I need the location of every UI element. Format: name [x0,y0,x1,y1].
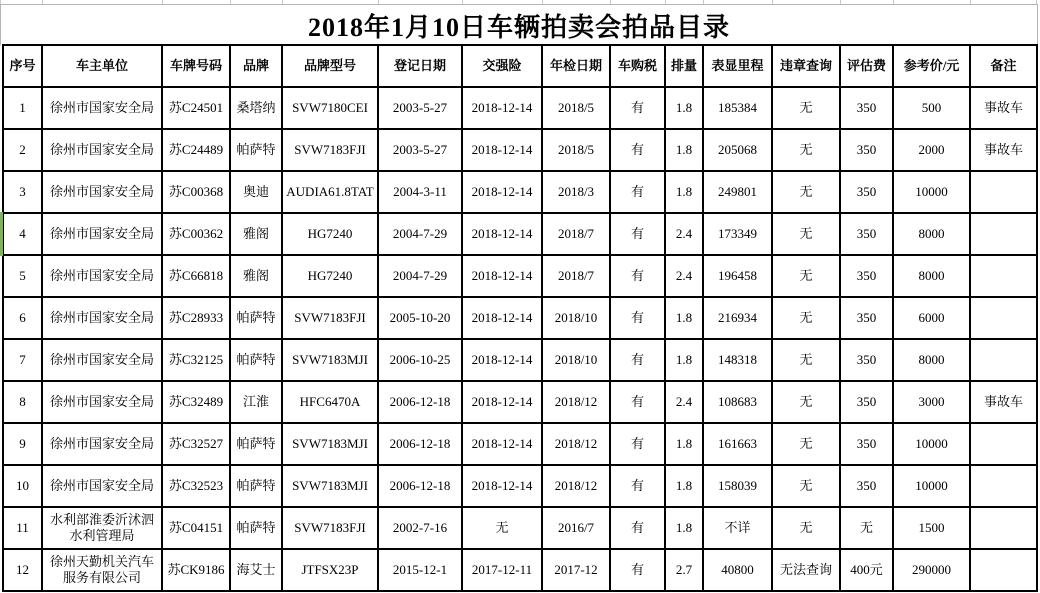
table-cell: 196458 [703,255,772,297]
table-cell: 2004-7-29 [378,213,462,255]
table-cell: 2.4 [665,213,703,255]
table-cell [970,507,1037,549]
table-row [3,465,1037,507]
table-cell: 2018-12-14 [462,171,542,213]
column-header: 备注 [970,45,1037,87]
table-cell: 苏C32489 [162,381,230,423]
table-cell: 2004-3-11 [378,171,462,213]
table-cell: 有 [610,549,665,591]
table-cell: 徐州市国家安全局 [42,171,162,213]
table-cell: 1.8 [665,87,703,129]
table-cell: 2.4 [665,381,703,423]
table-cell: 1.8 [665,297,703,339]
table-cell: 2.7 [665,549,703,591]
table-cell: 10000 [893,465,970,507]
table-cell: 2018/7 [542,213,610,255]
table-cell: 205068 [703,129,772,171]
table-cell: 2018/10 [542,297,610,339]
table-cell: 有 [610,213,665,255]
table-cell: 徐州市国家安全局 [42,129,162,171]
table-cell: 2018-12-14 [462,297,542,339]
table-cell: 10000 [893,423,970,465]
column-header: 交强险 [462,45,542,87]
table-cell: 苏C04151 [162,507,230,549]
table-cell: 帕萨特 [230,339,282,381]
table-cell: 2018/12 [542,423,610,465]
table-cell: 徐州市国家安全局 [42,465,162,507]
table-cell: 1.8 [665,129,703,171]
table-row [3,297,1037,339]
table-cell: 2017-12-11 [462,549,542,591]
table-cell [970,465,1037,507]
table-cell: 2003-5-27 [378,87,462,129]
table-row [3,87,1037,129]
table-cell: 无 [462,507,542,549]
column-header: 序号 [3,45,42,87]
table-cell: 帕萨特 [230,297,282,339]
table-cell: 帕萨特 [230,465,282,507]
table-cell: JTFSX23P [282,549,378,591]
table-cell: 2005-10-20 [378,297,462,339]
header-row [3,45,1037,87]
table-cell [970,297,1037,339]
table-cell: 350 [840,381,893,423]
table-cell: HG7240 [282,213,378,255]
table-cell: 无 [772,87,840,129]
table-cell: 350 [840,171,893,213]
table-cell: 2006-12-18 [378,465,462,507]
table-cell: 185384 [703,87,772,129]
table-cell: 桑塔纳 [230,87,282,129]
table-cell: 4 [3,213,42,255]
table-cell: 苏C32125 [162,339,230,381]
table-cell: 350 [840,213,893,255]
table-row [3,129,1037,171]
table-cell: 2006-12-18 [378,423,462,465]
table-cell: 2006-10-25 [378,339,462,381]
table-cell: 雅阁 [230,255,282,297]
table-cell: 徐州市国家安全局 [42,297,162,339]
table-cell: 2018/12 [542,381,610,423]
table-cell: 1.8 [665,423,703,465]
table-cell: AUDIA61.8TAT [282,171,378,213]
column-header: 登记日期 [378,45,462,87]
table-cell: 8000 [893,213,970,255]
table-cell: 苏C00368 [162,171,230,213]
table-cell: 10 [3,465,42,507]
table-cell: 350 [840,255,893,297]
table-cell: 350 [840,465,893,507]
table-cell: 徐州市国家安全局 [42,339,162,381]
auction-table [2,44,1038,592]
table-cell: SVW7183MJI [282,339,378,381]
column-header: 违章查询 [772,45,840,87]
table-cell: 2018/10 [542,339,610,381]
table-cell: 徐州市国家安全局 [42,381,162,423]
table-row [3,339,1037,381]
table-cell: 8 [3,381,42,423]
table-cell: 2003-5-27 [378,129,462,171]
table-cell: 5 [3,255,42,297]
table-cell [970,549,1037,591]
table-cell: 11 [3,507,42,549]
table-cell: 2018-12-14 [462,339,542,381]
table-cell: 奥迪 [230,171,282,213]
table-cell: 2.4 [665,255,703,297]
table-cell: 2 [3,129,42,171]
column-header: 车购税 [610,45,665,87]
table-cell: 158039 [703,465,772,507]
column-header: 排量 [665,45,703,87]
table-cell: 无 [772,129,840,171]
table-cell: 江淮 [230,381,282,423]
table-cell: 无法查询 [772,549,840,591]
table-cell: 290000 [893,549,970,591]
table-cell: 帕萨特 [230,507,282,549]
table-cell: 苏C32527 [162,423,230,465]
table-cell: 事故车 [970,87,1037,129]
table-cell: 173349 [703,213,772,255]
table-cell: 2018/5 [542,129,610,171]
table-cell: SVW7180CEI [282,87,378,129]
table-cell: 无 [772,381,840,423]
table-cell: 1.8 [665,465,703,507]
table-cell: 6000 [893,297,970,339]
column-header: 品牌型号 [282,45,378,87]
table-cell: 2004-7-29 [378,255,462,297]
table-cell: 有 [610,171,665,213]
table-cell: 8000 [893,339,970,381]
table-cell: SVW7183FJI [282,129,378,171]
table-cell: 2018-12-14 [462,129,542,171]
column-header: 车牌号码 [162,45,230,87]
table-cell: 2018-12-14 [462,87,542,129]
table-cell: 无 [840,507,893,549]
table-cell: 帕萨特 [230,129,282,171]
table-cell: 有 [610,465,665,507]
table-cell: 1.8 [665,171,703,213]
table-cell [970,423,1037,465]
table-cell: 徐州市国家安全局 [42,87,162,129]
table-cell: 249801 [703,171,772,213]
table-cell: 108683 [703,381,772,423]
column-header: 车主单位 [42,45,162,87]
table-row [3,213,1037,255]
table-row [3,381,1037,423]
table-cell: 500 [893,87,970,129]
table-cell [970,213,1037,255]
table-cell: 350 [840,297,893,339]
table-cell [970,255,1037,297]
table-cell: SVW7183MJI [282,465,378,507]
table-cell: 2018/5 [542,87,610,129]
column-header: 评估费 [840,45,893,87]
table-cell: 1.8 [665,507,703,549]
table-cell: 苏C00362 [162,213,230,255]
table-cell: 40800 [703,549,772,591]
table-cell: 有 [610,381,665,423]
table-cell: 2000 [893,129,970,171]
table-cell: 有 [610,339,665,381]
table-cell: 12 [3,549,42,591]
table-cell: 有 [610,255,665,297]
table-cell: 3000 [893,381,970,423]
table-cell: 有 [610,297,665,339]
table-cell: 8000 [893,255,970,297]
table-cell: 2006-12-18 [378,381,462,423]
table-cell: 徐州天勤机关汽车服务有限公司 [42,549,162,591]
table-cell: 2018-12-14 [462,255,542,297]
table-cell: 有 [610,507,665,549]
table-cell: 有 [610,87,665,129]
table-cell: 无 [772,213,840,255]
table-cell: 无 [772,465,840,507]
table-cell: 2018/3 [542,171,610,213]
table-cell: 无 [772,339,840,381]
table-cell: 2018-12-14 [462,465,542,507]
table-cell: 400元 [840,549,893,591]
table-cell: 帕萨特 [230,423,282,465]
table-cell: 350 [840,129,893,171]
table-cell: 水利部淮委沂沭泗水利管理局 [42,507,162,549]
table-cell: 雅阁 [230,213,282,255]
table-cell: 3 [3,171,42,213]
table-cell: 2015-12-1 [378,549,462,591]
column-header: 表显里程 [703,45,772,87]
table-cell: 148318 [703,339,772,381]
table-cell: 6 [3,297,42,339]
table-cell: 216934 [703,297,772,339]
table-cell: 苏C66818 [162,255,230,297]
table-cell [970,339,1037,381]
table-cell: HG7240 [282,255,378,297]
table-cell: 事故车 [970,381,1037,423]
table-cell: 苏C32523 [162,465,230,507]
table-cell: 2002-7-16 [378,507,462,549]
table-cell: 1 [3,87,42,129]
table-cell: 徐州市国家安全局 [42,255,162,297]
table-cell: 事故车 [970,129,1037,171]
table-cell: 有 [610,423,665,465]
table-cell: 有 [610,129,665,171]
table-cell: HFC6470A [282,381,378,423]
column-header: 品牌 [230,45,282,87]
table-row [3,507,1037,549]
table-cell: SVW7183MJI [282,423,378,465]
table-cell: SVW7183FJI [282,507,378,549]
table-cell: 苏C24501 [162,87,230,129]
table-cell: 161663 [703,423,772,465]
table-cell: 2018-12-14 [462,213,542,255]
table-cell: 2017-12 [542,549,610,591]
table-row [3,423,1037,465]
table-cell: 无 [772,297,840,339]
table-cell: 不详 [703,507,772,549]
table-cell: 海艾士 [230,549,282,591]
table-cell: 1500 [893,507,970,549]
table-row [3,171,1037,213]
table-cell: 苏C28933 [162,297,230,339]
table-cell: 无 [772,507,840,549]
table-cell: 徐州市国家安全局 [42,213,162,255]
table-cell: 7 [3,339,42,381]
table-cell: 徐州市国家安全局 [42,423,162,465]
table-row [3,549,1037,591]
table-cell: 350 [840,87,893,129]
table-cell: 2018-12-14 [462,423,542,465]
table-cell: 苏CK9186 [162,549,230,591]
table-cell: SVW7183FJI [282,297,378,339]
column-header: 年检日期 [542,45,610,87]
page-title: 2018年1月10日车辆拍卖会拍品目录 [0,4,1038,45]
row4-green-marker [0,212,3,256]
table-cell: 2018/7 [542,255,610,297]
table-cell: 2018/12 [542,465,610,507]
table-cell: 无 [772,171,840,213]
table-row [3,255,1037,297]
table-cell: 无 [772,423,840,465]
table-cell: 2018-12-14 [462,381,542,423]
table-cell: 350 [840,339,893,381]
table-cell: 10000 [893,171,970,213]
table-cell: 2016/7 [542,507,610,549]
table-cell: 350 [840,423,893,465]
table-cell: 9 [3,423,42,465]
table-cell: 1.8 [665,339,703,381]
table-cell: 苏C24489 [162,129,230,171]
table-cell [970,171,1037,213]
column-header: 参考价/元 [893,45,970,87]
table-cell: 无 [772,255,840,297]
